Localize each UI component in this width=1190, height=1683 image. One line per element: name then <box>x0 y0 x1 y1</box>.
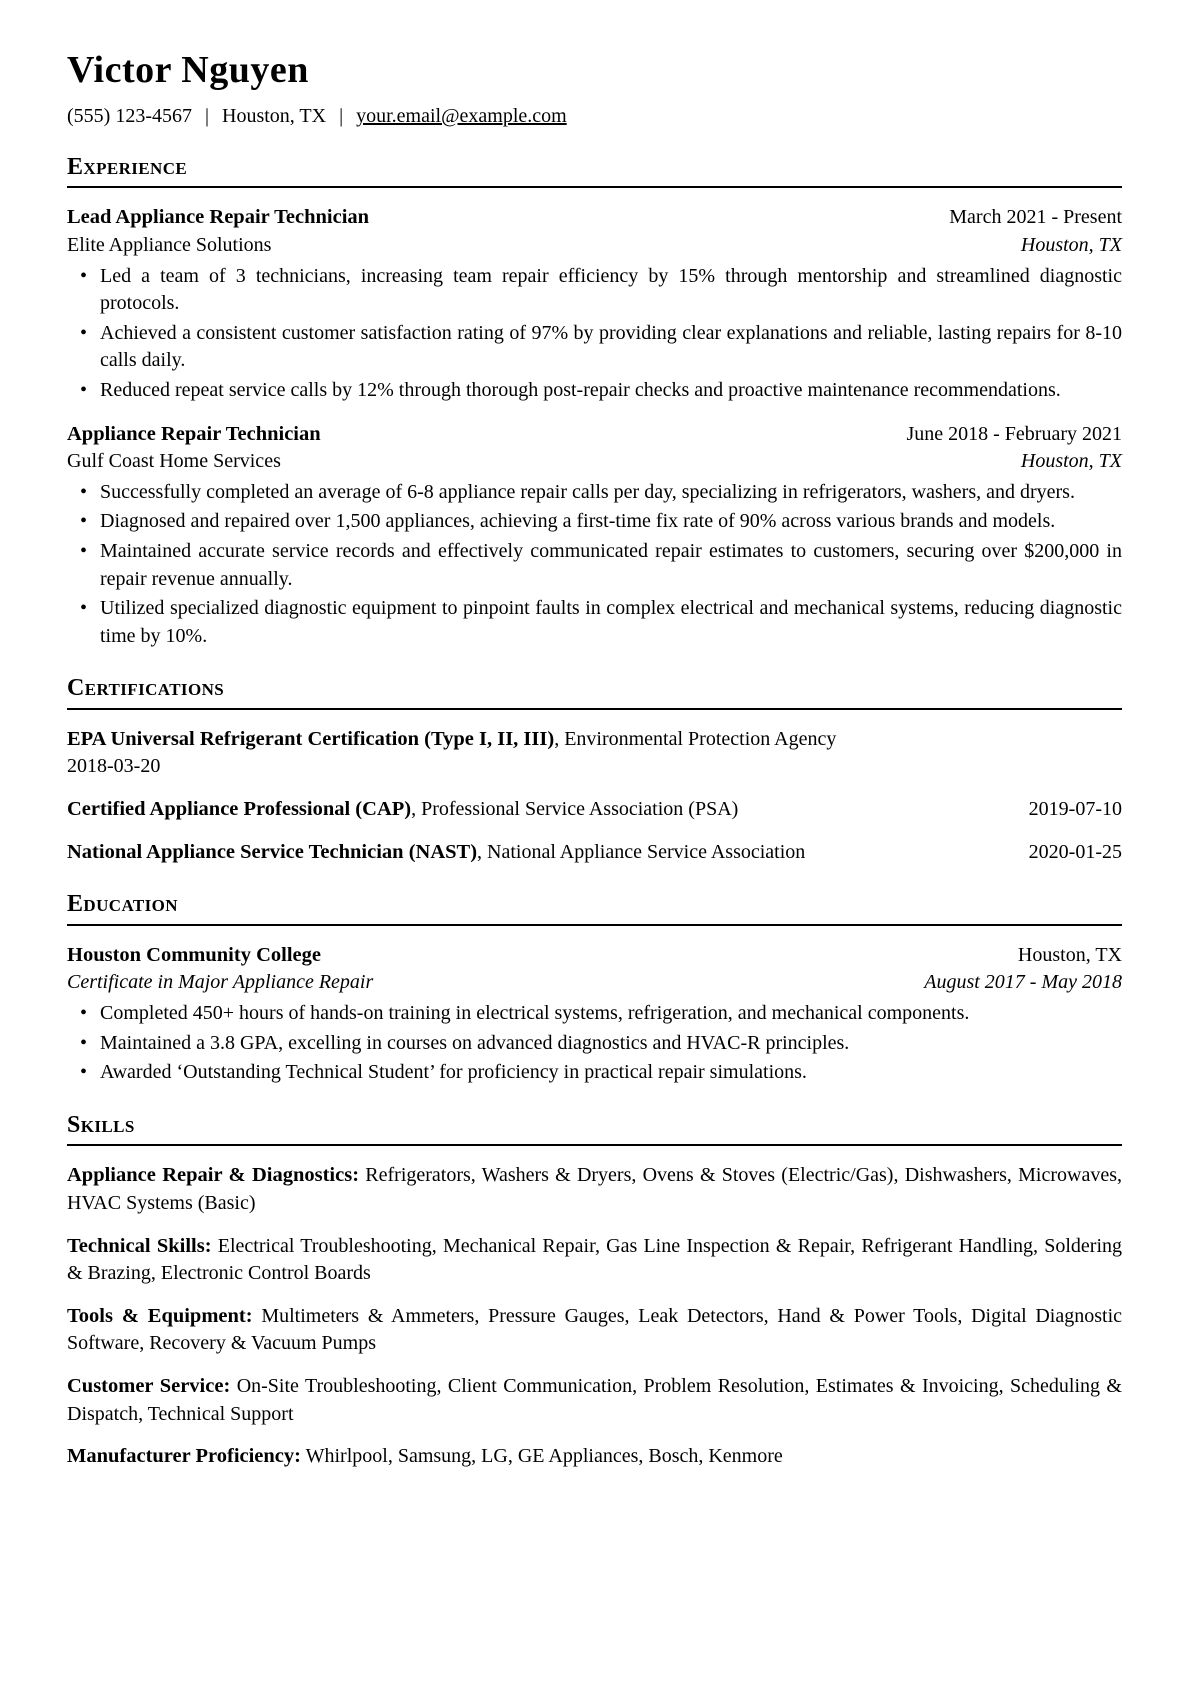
education-school-row <box>67 941 1122 970</box>
contact-line <box>67 103 1122 129</box>
education-entry <box>67 941 1122 1087</box>
skill-group-label: Tools & Equipment: <box>67 1304 253 1327</box>
job-company-row <box>67 232 1122 260</box>
resume-header <box>67 50 1122 129</box>
bullet-item: • Reduced repeat service calls by 12% through thorough post-repair checks and proactive maintenance recommendations. <box>67 377 1122 405</box>
degree-name: Certificate in Major Appliance Repair <box>67 971 374 994</box>
certification-name: National Appliance Service Technician (NAST) <box>67 840 478 863</box>
certification-name: Certified Appliance Professional (CAP) <box>67 798 412 821</box>
certification-text <box>67 838 805 867</box>
location-text: Houston, TX <box>222 104 327 127</box>
bullet-item: • Maintained a 3.8 GPA, excelling in courses on advanced diagnostics and HVAC-R principles. <box>67 1030 1122 1058</box>
job-entry <box>67 203 1122 404</box>
certification-entry <box>67 795 1122 824</box>
job-location: Houston, TX <box>1020 450 1122 473</box>
bullet-item: • Awarded ‘Outstanding Technical Student’ for proficiency in practical repair simulations. <box>67 1059 1122 1087</box>
skill-group-items: Whirlpool, Samsung, LG, GE Appliances, Bosch, Kenmore <box>305 1445 783 1468</box>
skill-group-items: On-Site Troubleshooting, Client Communication, Problem Resolution, Estimates & Invoicing, Scheduling & Dispatch, Technical Support <box>67 1374 1122 1425</box>
job-location: Houston, TX <box>1020 233 1122 256</box>
bullet-item: • Achieved a consistent customer satisfaction rating of 97% by providing clear explanations and reliable, lasting repairs for 8-10 calls daily. <box>67 320 1122 375</box>
phone-number: (555) 123-4567 <box>67 104 192 127</box>
person-name: Victor Nguyen <box>67 49 309 91</box>
job-dates: June 2018 - February 2021 <box>906 422 1122 445</box>
education-bullet-list <box>67 1000 1122 1087</box>
certification-issuer: , Professional Service Association (PSA) <box>411 798 739 821</box>
job-company: Elite Appliance Solutions <box>67 233 272 256</box>
certification-name: EPA Universal Refrigerant Certification (Type I, II, III) <box>67 727 555 750</box>
skill-group <box>67 1302 1122 1358</box>
separator-bar: | <box>204 104 209 127</box>
section-title-certifications: Certifications <box>67 675 1122 710</box>
skill-group-items: Refrigerators, Washers & Dryers, Ovens & Stoves (Electric/Gas), Dishwashers, Microwaves, HVAC Systems (Basic) <box>67 1164 1122 1215</box>
education-degree-row <box>67 969 1122 997</box>
job-title-row <box>67 203 1122 232</box>
school-location: Houston, TX <box>1017 943 1122 966</box>
job-title: Lead Appliance Repair Technician <box>67 206 370 229</box>
section-skills <box>67 1112 1122 1471</box>
skill-group-label: Manufacturer Proficiency: <box>67 1445 301 1468</box>
skill-group-label: Customer Service: <box>67 1374 231 1397</box>
section-education <box>67 891 1122 1087</box>
skill-group <box>67 1232 1122 1288</box>
certification-text <box>67 795 738 824</box>
section-experience <box>67 154 1122 651</box>
certification-date: 2019-07-10 <box>1028 798 1122 821</box>
section-certifications <box>67 675 1122 866</box>
separator-bar: | <box>339 104 344 127</box>
certification-issuer: , Environmental Protection Agency <box>554 727 837 750</box>
section-title-skills: Skills <box>67 1112 1122 1147</box>
skill-group <box>67 1372 1122 1428</box>
job-dates: March 2021 - Present <box>949 206 1122 229</box>
job-company-row <box>67 448 1122 476</box>
certification-text <box>67 725 1122 754</box>
school-name: Houston Community College <box>67 943 321 966</box>
certification-entry <box>67 838 1122 867</box>
bullet-item: • Completed 450+ hours of hands-on training in electrical systems, refrigeration, and mechanical components. <box>67 1000 1122 1028</box>
skill-group-label: Technical Skills: <box>67 1234 212 1257</box>
job-entry <box>67 420 1122 651</box>
bullet-item: • Diagnosed and repaired over 1,500 appliances, achieving a first-time fix rate of 90% across various brands and models. <box>67 508 1122 536</box>
certification-issuer: , National Appliance Service Association <box>477 840 806 863</box>
job-title: Appliance Repair Technician <box>67 422 321 445</box>
skill-group <box>67 1161 1122 1217</box>
section-title-experience: Experience <box>67 154 1122 189</box>
skill-group-label: Appliance Repair & Diagnostics: <box>67 1164 360 1187</box>
job-title-row <box>67 420 1122 449</box>
skill-group-items: Electrical Troubleshooting, Mechanical Repair, Gas Line Inspection & Repair, Refrigerant Handling, Soldering & Brazing, Electronic Control Boards <box>67 1234 1123 1285</box>
skill-group-items: Multimeters & Ammeters, Pressure Gauges, Leak Detectors, Hand & Power Tools, Digital Diagnostic Software, Recovery & Vacuum Pumps <box>67 1304 1123 1355</box>
job-bullet-list <box>67 263 1122 405</box>
certification-date: 2018-03-20 <box>67 755 161 778</box>
job-company: Gulf Coast Home Services <box>67 450 281 473</box>
section-title-education: Education <box>67 891 1122 926</box>
bullet-item: • Successfully completed an average of 6-8 appliance repair calls per day, specializing in refrigerators, washers, and dryers. <box>67 479 1122 507</box>
job-bullet-list <box>67 479 1122 651</box>
bullet-item: • Maintained accurate service records and effectively communicated repair estimates to customers, securing over $200,000 in repair revenue annually. <box>67 538 1122 593</box>
certification-entry <box>67 725 1122 781</box>
bullet-item: • Utilized specialized diagnostic equipment to pinpoint faults in complex electrical and mechanical systems, reducing diagnostic time by 10%. <box>67 595 1122 650</box>
certification-date: 2020-01-25 <box>1028 840 1122 863</box>
education-dates: August 2017 - May 2018 <box>924 971 1122 994</box>
email-link[interactable]: your.email@example.com <box>356 104 567 127</box>
skill-group <box>67 1442 1122 1471</box>
bullet-item: • Led a team of 3 technicians, increasing team repair efficiency by 15% through mentorship and streamlined diagnostic protocols. <box>67 263 1122 318</box>
